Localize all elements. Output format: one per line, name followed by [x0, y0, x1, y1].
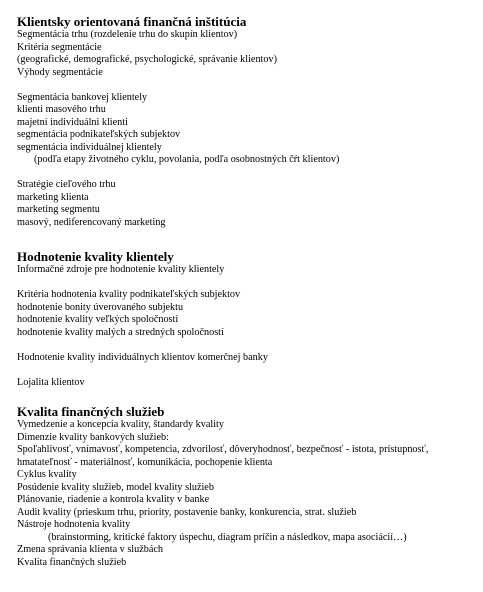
text-line: Zmena správania klienta v službách [17, 544, 163, 555]
text-line: hodnotenie kvality veľkých spoločností [17, 314, 179, 325]
blank-line [17, 364, 268, 377]
text-line: Kritéria hodnotenia kvality podnikateľských subjektov [17, 289, 241, 300]
text-line: masový, nediferencovaný marketing [17, 216, 166, 228]
text-line: Spoľahlivosť, vnímavosť, kompetencia, zdvorilosť, dôveryhodnosť, bezpečnosť - istota, prístupnosť, [17, 444, 429, 455]
text-line: hmatateľnosť - materiálnosť, komunikácia, pochopenie klienta [17, 456, 273, 468]
text-line: Segmentácia bankovej klientely [17, 91, 148, 103]
text-line: Vymedzenie a koncepcia kvality, štandardy kvality [17, 419, 224, 430]
blank-line [17, 167, 339, 180]
text-line: Cyklus kvality [17, 469, 77, 480]
section-heading: Hodnotenie kvality klientely [17, 249, 174, 264]
text-line: hodnotenie bonity úverovaného subjektu [17, 301, 184, 313]
document-section [17, 14, 339, 229]
text-line: Stratégie cieľového trhu [17, 179, 116, 190]
document-section [17, 249, 268, 389]
text-line: Lojalita klientov [17, 376, 85, 388]
text-line: segmentácia podnikateľských subjektov [17, 129, 181, 140]
section-heading: Kvalita finančných služieb [17, 404, 165, 419]
document-section [17, 404, 428, 569]
text-line: klienti masového trhu [17, 104, 106, 115]
text-line: majetní individuálni klienti [17, 116, 128, 128]
text-line: Informačné zdroje pre hodnotenie kvality klientely [17, 264, 225, 275]
text-line: (podľa etapy životného cyklu, povolania, podľa osobnostných čŕt klientov) [34, 154, 340, 165]
text-line: Plánovanie, riadenie a kontrola kvality v banke [17, 494, 210, 505]
text-line: hodnotenie kvality malých a stredných spoločností [17, 326, 224, 338]
text-line: Kvalita finančných služieb [17, 556, 127, 568]
blank-line [17, 339, 268, 352]
text-line: Dimenzie kvality bankových služieb: [17, 431, 169, 443]
text-line: (geografické, demografické, psychologické, správanie klientov) [17, 54, 277, 65]
text-line: Audit kvality (prieskum trhu, priority, postavenie banky, konkurencia, strat. služieb [17, 506, 357, 518]
text-line: segmentácia individuálnej klientely [17, 141, 162, 153]
blank-line [17, 277, 268, 290]
text-line: Kritéria segmentácie [17, 41, 102, 53]
text-line: marketing klienta [17, 191, 89, 203]
text-line: Výhody segmentácie [17, 66, 103, 78]
text-line: Posúdenie kvality služieb, model kvality služieb [17, 481, 214, 493]
blank-line [17, 79, 339, 92]
text-line: Segmentácia trhu (rozdelenie trhu do skupín klientov) [17, 29, 238, 40]
section-heading: Klientsky orientovaná finančná inštitúcia [17, 14, 247, 29]
text-line: Nástroje hodnotenia kvality [17, 519, 131, 530]
text-line: marketing segmentu [17, 204, 100, 215]
text-line: Hodnotenie kvality individuálnych klientov komerčnej banky [17, 351, 268, 363]
text-line: (brainstorming, kritické faktory úspechu, diagram príčin a následkov, mapa asociácií…) [48, 531, 407, 543]
